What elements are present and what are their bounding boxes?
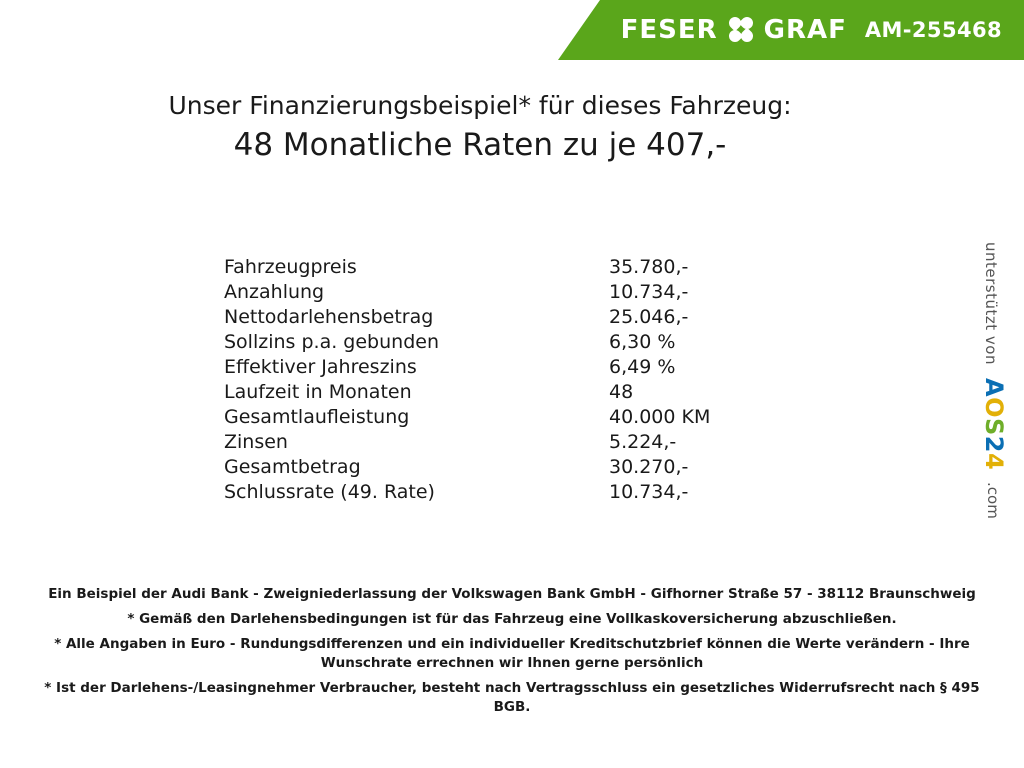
support-block — [978, 230, 1018, 560]
table-row — [224, 380, 784, 405]
stock-number: AM-255468 — [864, 18, 1002, 42]
support-domain: .com — [984, 482, 1002, 519]
logo-char-2: 2 — [980, 435, 1008, 453]
table-row — [224, 430, 784, 455]
brand-name-left: FESER — [620, 15, 718, 45]
finance-value: 10.734,- — [609, 281, 689, 303]
footnote-withdrawal: * Ist der Darlehens-/Leasingnehmer Verbraucher, besteht nach Vertragsschluss ein gesetzliches Widerrufsrecht nach § 495 BGB. — [44, 680, 980, 715]
table-row — [224, 480, 784, 505]
logo-char-s: S — [980, 417, 1008, 436]
finance-label: Effektiver Jahreszins — [224, 356, 417, 378]
finance-value: 5.224,- — [609, 431, 677, 453]
finance-label: Anzahlung — [224, 281, 325, 303]
finance-label: Nettodarlehensbetrag — [224, 306, 434, 328]
logo-char-o: O — [980, 397, 1008, 418]
finance-label: Gesamtbetrag — [224, 456, 361, 478]
table-row — [224, 330, 784, 355]
finance-label: Fahrzeugpreis — [224, 256, 357, 278]
finance-value: 25.046,- — [609, 306, 689, 328]
footnote-currency: * Alle Angaben in Euro - Rundungsdifferenzen und ein individueller Kreditschutzbrief können die Werte verändern - Ihre Wunschrate errechnen wir Ihnen gerne persönlich — [54, 636, 970, 671]
footnotes — [40, 585, 984, 723]
finance-value: 40.000 KM — [609, 406, 711, 428]
table-row — [224, 255, 784, 280]
table-row — [224, 355, 784, 380]
footnote-bank: Ein Beispiel der Audi Bank - Zweigniederlassung der Volkswagen Bank GmbH - Gifhorner Straße 57 - 38112 Braunschweig — [48, 586, 976, 602]
footnote-insurance: * Gemäß den Darlehensbedingungen ist für das Fahrzeug eine Vollkaskoversicherung abzuschließen. — [127, 611, 897, 627]
table-row — [224, 455, 784, 480]
brand-name-right: GRAF — [763, 15, 847, 45]
finance-value: 10.734,- — [609, 481, 689, 503]
support-label: unterstützt von — [982, 242, 1000, 365]
title-line-1: Unser Finanzierungsbeispiel* für dieses Fahrzeug: — [168, 91, 792, 120]
logo-char-4: 4 — [980, 452, 1008, 471]
finance-value: 35.780,- — [609, 256, 689, 278]
table-row — [224, 305, 784, 330]
finance-label: Gesamtlaufleistung — [224, 406, 410, 428]
finance-value: 48 — [609, 381, 634, 403]
finance-label: Sollzins p.a. gebunden — [224, 331, 439, 353]
page-title — [0, 90, 960, 165]
finance-label: Schlussrate (49. Rate) — [224, 481, 435, 503]
table-row — [224, 405, 784, 430]
finance-value: 30.270,- — [609, 456, 689, 478]
finance-value: 6,30 % — [609, 331, 676, 353]
finance-table — [224, 255, 784, 505]
finance-value: 6,49 % — [609, 356, 676, 378]
header-banner — [600, 0, 1024, 60]
logo-char-a: A — [980, 378, 1008, 398]
table-row — [224, 280, 784, 305]
brand-logo — [621, 17, 847, 43]
finance-label: Zinsen — [224, 431, 288, 453]
clover-icon — [728, 17, 754, 43]
aos24-logo — [980, 378, 1008, 470]
finance-label: Laufzeit in Monaten — [224, 381, 412, 403]
title-line-2: 48 Monatliche Raten zu je 407,- — [233, 127, 727, 163]
